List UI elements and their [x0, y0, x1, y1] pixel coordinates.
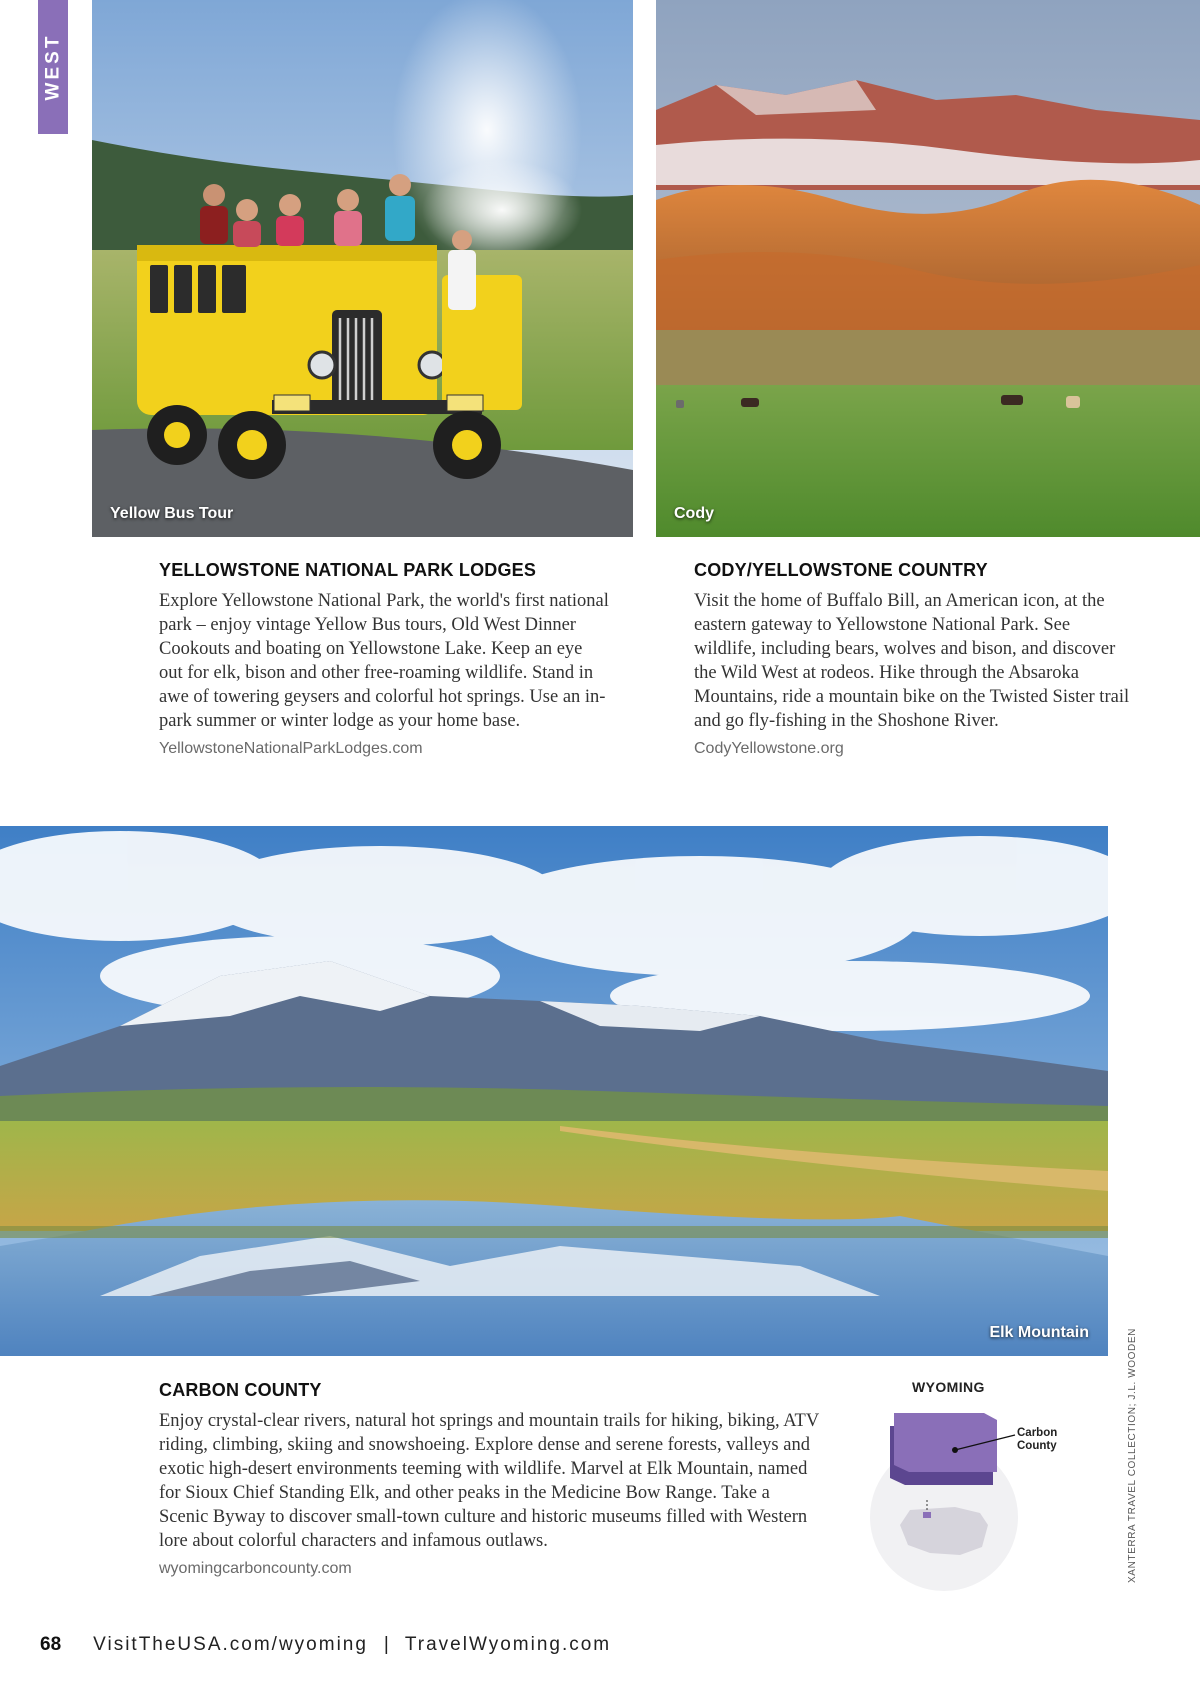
yellow-bus-caption: Yellow Bus Tour [110, 505, 234, 522]
article-cody-title: CODY/YELLOWSTONE COUNTRY [694, 560, 988, 580]
yellow-bus-illustration [92, 0, 633, 537]
locator-map-graphic [860, 1375, 1090, 1600]
section-tab [38, 0, 68, 134]
photo-credit [1122, 1327, 1142, 1583]
article-carbon-body: Enjoy crystal-clear rivers, natural hot springs and mountain trails for hiking, biking, ATV riding, climbing, skiing and snowshoeing. Explore dense and serene forests, valleys and exotic high-desert environments teeming with wildlife. Marvel at Elk Mountain, named for Sioux Chief Standing Elk, and other peaks in the Medicine Bow Range. Take a Scenic Byway to discover small-town culture and historic museums filled with Western lore about colorful characters and infamous outlaws. [159, 1411, 819, 1551]
article-yellowstone-title: YELLOWSTONE NATIONAL PARK LODGES [159, 560, 537, 580]
photo-credit-text: XANTERRA TRAVEL COLLECTION; J.L. WOODEN [1126, 1327, 1138, 1583]
locator-county-label [1017, 1427, 1057, 1453]
footer-link-visittheusa[interactable]: VisitTheUSA.com/wyoming [93, 1634, 368, 1655]
yellow-bus-photo [92, 0, 633, 537]
footer-link-travelwyoming[interactable]: TravelWyoming.com [404, 1634, 612, 1655]
locator-state-label: WYOMING [912, 1379, 985, 1395]
page-footer [40, 1630, 611, 1660]
article-yellowstone-link[interactable]: YellowstoneNationalParkLodges.com [159, 740, 423, 757]
article-cody-body: Visit the home of Buffalo Bill, an American icon, at the eastern gateway to Yellowstone National Park. See wildlife, including bears, wolves and bison, and discover the Wild West at rodeos. Hike through the Absaroka Mountains, ride a mountain bike on the Twisted Sister trail and go fly-fishing in the Shoshone River. [694, 591, 1130, 731]
elk-mountain-photo [0, 826, 1108, 1356]
elk-mountain-caption: Elk Mountain [989, 1324, 1089, 1341]
section-tab-label: WEST [42, 33, 64, 101]
article-cody-link[interactable]: CodyYellowstone.org [694, 740, 844, 757]
article-yellowstone [159, 560, 609, 758]
wyoming-locator-map [860, 1375, 1090, 1600]
article-carbon-title: CARBON COUNTY [159, 1380, 322, 1400]
elk-mountain-illustration [0, 826, 1108, 1356]
article-carbon-link[interactable]: wyomingcarboncounty.com [159, 1560, 352, 1577]
locator-county-line2: County [1017, 1440, 1057, 1452]
article-yellowstone-body: Explore Yellowstone National Park, the world's first national park – enjoy vintage Yellow Bus tours, Old West Dinner Cookouts and boating on Yellowstone Lake. Keep an eye out for elk, bison and other free-roaming wildlife. Stand in awe of towering geysers and colorful hot springs. Use an in-park summer or winter lodge as your home base. [159, 591, 609, 731]
cody-photo [656, 0, 1200, 537]
article-cody [694, 560, 1134, 758]
page-number: 68 [40, 1634, 62, 1655]
cody-landscape-illustration [656, 0, 1200, 537]
article-carbon [159, 1380, 819, 1578]
locator-county-line1: Carbon [1017, 1427, 1058, 1439]
cody-caption: Cody [674, 505, 714, 522]
footer-separator: | [383, 1634, 389, 1655]
